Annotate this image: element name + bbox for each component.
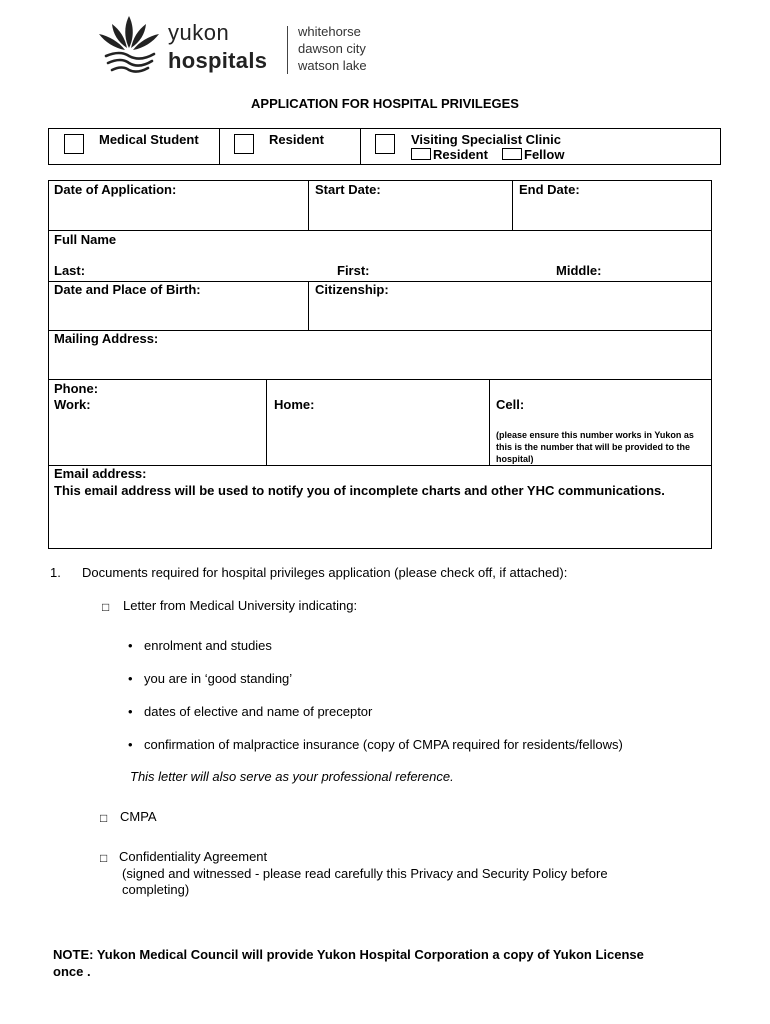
date-place-birth-field[interactable]: Date and Place of Birth:	[54, 282, 201, 297]
visiting-specialist-label: Visiting Specialist Clinic	[411, 132, 562, 147]
license-note-line-2: once .	[53, 964, 91, 979]
logo-yukon-text: yukon	[168, 20, 230, 45]
bullet-icon: •	[128, 737, 133, 752]
form-vrule-3	[308, 281, 309, 331]
bullet-icon: •	[128, 638, 133, 653]
logo-divider	[287, 26, 288, 74]
cell-note: (please ensure this number works in Yukon as this is the number that will be provided to the hospital)	[496, 430, 694, 464]
visiting-resident-label: Resident	[433, 147, 488, 162]
medical-student-label: Medical Student	[99, 132, 199, 147]
visiting-specialist-checkbox[interactable]	[375, 134, 395, 154]
last-name-field[interactable]: Last:	[54, 263, 86, 278]
end-date-field[interactable]: End Date:	[519, 182, 580, 197]
resident-checkbox[interactable]	[234, 134, 254, 154]
confidentiality-checkbox[interactable]: □	[100, 851, 108, 865]
first-name-field[interactable]: First:	[337, 263, 370, 278]
type-divider-1	[219, 129, 220, 164]
visiting-fellow-label: Fellow	[524, 147, 565, 162]
letter-item-4: confirmation of malpractice insurance (copy of CMPA required for residents/fellows)	[144, 737, 623, 752]
letter-checkbox[interactable]: □	[102, 600, 110, 614]
logo-hospitals-text: hospitals	[168, 48, 268, 73]
logo-location-watson-lake: watson lake	[298, 58, 367, 73]
mailing-address-field[interactable]: Mailing Address:	[54, 331, 159, 346]
email-address-field[interactable]: Email address:	[54, 466, 147, 481]
documents-heading: Documents required for hospital privileges application (please check off, if attached):	[82, 565, 568, 580]
cmpa-checkbox[interactable]: □	[100, 811, 108, 825]
resident-label: Resident	[269, 132, 324, 147]
medical-student-checkbox[interactable]	[64, 134, 84, 154]
type-divider-2	[360, 129, 361, 164]
license-note-line-1: NOTE: Yukon Medical Council will provide Yukon Hospital Corporation a copy of Yukon License	[53, 947, 644, 962]
cell-phone-field[interactable]: Cell:	[496, 397, 525, 412]
letter-item-1: enrolment and studies	[144, 638, 272, 653]
letter-note: This letter will also serve as your professional reference.	[130, 769, 454, 784]
confidentiality-label: Confidentiality Agreement	[119, 849, 268, 864]
form-rule-5	[48, 465, 712, 466]
form-vrule-1	[308, 180, 309, 231]
form-vrule-2	[512, 180, 513, 231]
form-vrule-4	[266, 379, 267, 466]
form-rule-4	[48, 379, 712, 380]
phone-label: Phone:	[54, 381, 99, 396]
visiting-fellow-checkbox[interactable]	[502, 148, 522, 160]
confidentiality-note-1: (signed and witnessed - please read carefully this Privacy and Security Policy before	[122, 866, 608, 881]
middle-name-field[interactable]: Middle:	[556, 263, 602, 278]
letter-item-2: you are in ‘good standing’	[144, 671, 293, 686]
visiting-resident-checkbox[interactable]	[411, 148, 431, 160]
bullet-icon: •	[128, 704, 133, 719]
confidentiality-note-2: completing)	[122, 882, 190, 897]
form-vrule-5	[489, 379, 490, 466]
form-rule-1	[48, 230, 712, 231]
page-title: APPLICATION FOR HOSPITAL PRIVILEGES	[251, 96, 519, 111]
yukon-hospitals-logo-icon	[96, 14, 162, 74]
bullet-icon: •	[128, 671, 133, 686]
home-phone-field[interactable]: Home:	[274, 397, 315, 412]
full-name-label: Full Name	[54, 232, 117, 247]
citizenship-field[interactable]: Citizenship:	[315, 282, 389, 297]
work-phone-field[interactable]: Work:	[54, 397, 91, 412]
email-note: This email address will be used to notify you of incomplete charts and other YHC communications.	[54, 483, 665, 498]
start-date-field[interactable]: Start Date:	[315, 182, 381, 197]
cmpa-label: CMPA	[120, 809, 157, 824]
documents-number: 1.	[50, 565, 61, 580]
logo-location-dawson-city: dawson city	[298, 41, 366, 56]
letter-item-3: dates of elective and name of preceptor	[144, 704, 373, 719]
date-of-application-field[interactable]: Date of Application:	[54, 182, 177, 197]
letter-label: Letter from Medical University indicating:	[123, 598, 358, 613]
logo-location-whitehorse: whitehorse	[298, 24, 361, 39]
